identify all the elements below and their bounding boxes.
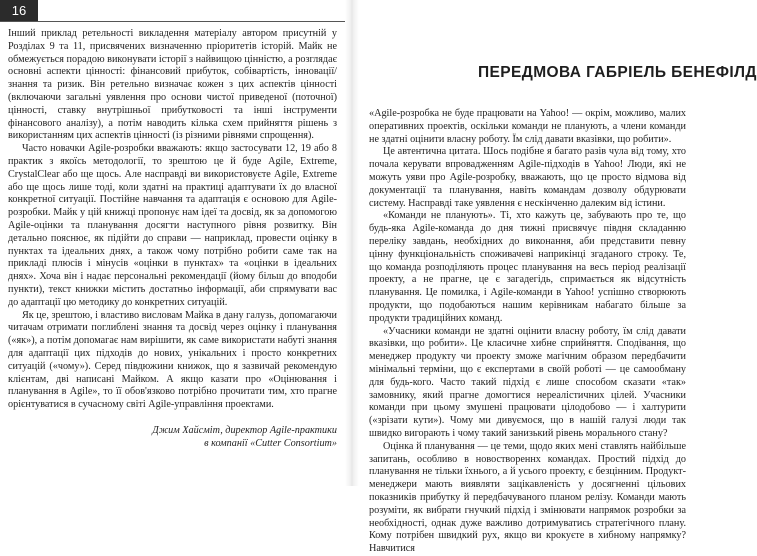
paragraph: Оцінка й планування — це теми, щодо яких мені ставлять найбільше запитань, особливо в новоствореннх командах. Простий підхід до планування не тільки їхнього, а й усього проекту, є безцінним. Продукт-менеджери мають виявляти зацікавленість у досягненні цільових показників прибутку й передбачуваного планом релізу. Команди мають розуміти, як вибрати гнучкий підхід і змінювати напрямок розробки за необхідності, однак дуже важливо дотримуватись стратегічного плану. Кому потрібен швидкий рух, якщо ви крокуєте в хибному напрямку? Навчитися — [369, 440, 686, 555]
paragraph: «Учасники команди не здатні оцінити власну роботу, їм слід давати вказівки, що робити». Це класичне хибне сприйняття. Сподівання, що менеджер продукту чи проекту зможе магічним образом передбачити мінімальні терміни, що є експертами в своїй роботі — це самообману для будь-кого. Часто такий підхід є лише способом сказати «так» замовнику, який прагне домогтися нереалістичних цілей. Учасники команди при цьому змушені працювати цілодобово — і халтурити («зрізати кути»). Чому ми дивуємося, що в нашій галузі люди так швидко вигорають і чому такий занизький рівень морального стану? — [369, 325, 686, 439]
paragraph: Інший приклад ретельності викладення матеріалу автором присутній у Розділах 9 та 11, присвячених визначенню пріоритетів історій. Майк не обмежується порадою виконувати історії з найвищою цінністю, а розглядає основні аспекти цінності: фінансовий прибуток, собівартість, інновації/знання та ризик. Він ретельно визначає кожен з цих аспектів цінності (включаючи загальні уявлення про основи чистої приведеної (поточної) цінності, ставку внутрішньої прибутковості та інші інструменти фінансового аналізу), а потім наводить кілька схем прийняття рішень з використанням цих аспектів цінності (із різними рівнями спрощення). — [8, 28, 337, 142]
book-gutter — [345, 0, 359, 486]
left-page-text — [8, 28, 337, 451]
paragraph: Як це, зрештою, і властиво висловам Майка в дану галузь, допомагаючи читачам отримати поглиблені знання та досвід через оцінку і планування («як»), а потім допомагає нам вирішити, як саме використати набуті знання для адаптації цих підходів до нових, унікальних і просто конкретних ситуацій («чому»). Серед півдюжини книжок, що я зазвичай рекомендую клієнтам, дві написані Майком. А якщо казати про «Оцінювання і планування в Agile», то її обов'язково потрібно прочитати тим, хто прагне орієнтуватися в сучасному світі Agile-управління проектами. — [8, 309, 337, 411]
right-page-text — [369, 108, 686, 556]
signature — [8, 425, 337, 451]
page-number: 16 — [0, 0, 38, 22]
paragraph: «Команди не планують». Ті, хто кажуть це, забувають про те, що будь-яка Agile-команда до дня тижні присвячує півдня складанню переліку завдань, необхідних до виконання, аби представити певну цінну функціональність споживачеві наприкінці згаданого строку. Те, що команда розподіляють процес планування на весь період реалізації проекту, а не прагне, це є загадегідь, спримається як відсутність планування. Це помилка, і Agile-команди в Yahoo! успішно створюють продукти, що подобаються нашим керівникам набагато більше за продукти традиційних команд. — [369, 210, 686, 324]
paragraph: Часто новачки Agile-розробки вважають: якщо застосувати 12, 19 або 8 практик з якоїсь методології, то зрештою це й буде Agile, Extreme, CrystalClear або ще щось. Але насправді ви використовуєте Agile, Extreme або ще щось лише тоді, коли здатні на практиці адаптувати їх до власної конкретної ситуації. Постійне навчання та адаптація є основою для Agile-розробки. Майк у цій книжці пропонує нам ідеї та досвід, як за допомогою Agile-оцінки та планування досягти наступного рівня розвитку. Він детально пояснює, як підійти до справи — наприклад, провести оцінку в пунктах та ідеальних днях, а також чому потрібно робити саме так на прикладі плюсів і мінусів «оцінки в пунктах» та «оцінки в ідеальних днях». Хоча він і надає персональні рекомендації (йому більш до вподоби пункти), текст книжки містить достатньо інформації, аби спрямувати вас до адаптації цю методику до конкретних ситуацій. — [8, 143, 337, 308]
signature-line: Джим Хайсміт, директор Agile-практики — [152, 424, 337, 436]
chapter-title: ПЕРЕДМОВА ГАБРІЕЛЬ БЕНЕФІЛД — [478, 64, 757, 81]
paragraph: Це автентична цитата. Шось подібне я багато разів чула від тому, хто почала керувати впровадженням Agile-підходів в Yahoo! Люди, які не можуть уяви про Agile-розробку, вважають, що це просто відмова від документації та планування, навіть командам дозволу обдурювати систему. Насправді таке уявлення є нескінченно далеким від істини. — [369, 146, 686, 209]
header-rule — [0, 21, 351, 22]
paragraph: «Agile-розробка не буде працювати на Yahoo! — окрім, можливо, малих оперативних проектів, оскільки команди не планують, а члени команди не здатні оцінити власну роботу. Їм слід давати вказівки, що робити». — [369, 108, 686, 145]
signature-line: в компанії «Cutter Consortium» — [204, 437, 337, 449]
